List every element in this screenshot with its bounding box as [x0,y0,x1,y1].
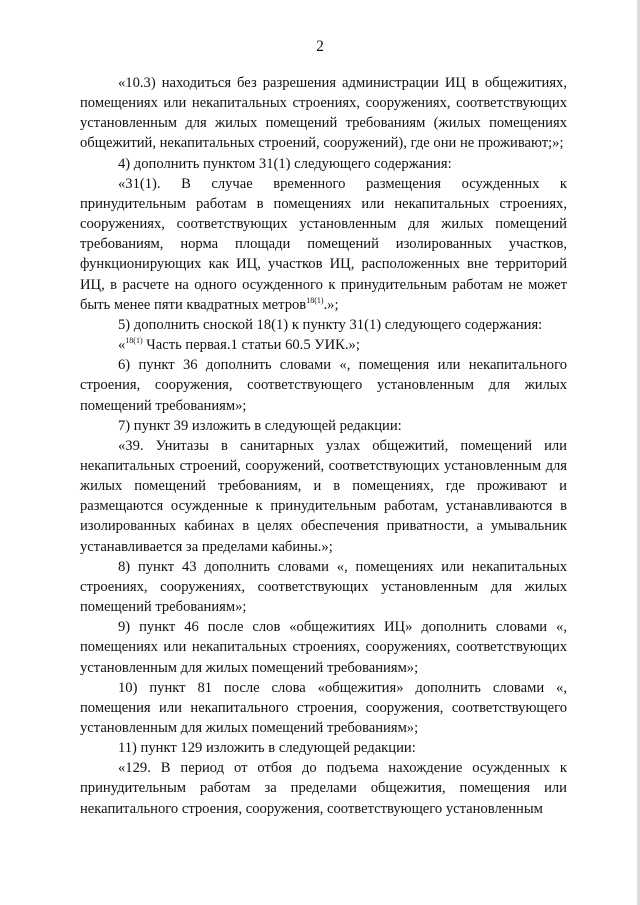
paragraph-item-4 [80,154,567,174]
paragraph-10-3 [80,73,567,154]
paragraph-text: 4) дополнить пунктом 31(1) следующего содержания: [118,155,452,172]
paragraph-text: 5) дополнить сноской 18(1) к пункту 31(1) следующего содержания: [118,316,543,333]
footnote-marker: 18(1) [125,336,143,346]
page-number: 2 [316,38,324,55]
paragraph-item-10 [80,678,567,738]
paragraph-text: Часть первая.1 статьи 60.5 УИК.»; [142,337,360,354]
paragraph-text: 8) пункт 43 дополнить словами «, помещениях или некапитальных строениях, сооружениях, соответствующих установленным для жилых помещений требованиям»; [80,558,567,616]
paragraph-text: «10.3) находиться без разрешения администрации ИЦ в общежитиях, помещениях или некапитальных строениях, сооружениях, соответствующих установленным для жилых помещений требованиям (жилых помещениях общежитий, некапитальных строений, сооружений), где они не проживают;»; [80,75,567,152]
paragraph-item-9 [80,617,567,677]
quote-mark: « [118,337,126,354]
paragraph-text: 11) пункт 129 изложить в следующей редакции: [118,740,416,757]
paragraph-text: «39. Унитазы в санитарных узлах общежитий, помещений или некапитальных строений, сооружений, соответствующих установленным для жилых помещений требованиям, и в помещениях, где проживают и размещаются осужденные к принудительным работам, устанавливаются в изолированных кабинах в целях обеспечения приватности, а умывальник устанавливается за пределами кабины.»; [80,437,567,555]
paragraph-item-8 [80,557,567,617]
paragraph-text: 10) пункт 81 после слова «общежития» дополнить словами «, помещения или некапитального строения, сооружения, соответствующего установленным для жилых помещений требованиям»; [80,679,567,736]
footnote-reference: 18(1) [306,295,324,305]
paragraph-text: 6) пункт 36 дополнить словами «, помещения или некапитального строения, сооружения, соответствующего установленным для жилых помещений требованиям»; [80,357,567,414]
paragraph-text: «31(1). В случае временного размещения осужденных к принудительным работам в помещениях или некапитальных строениях, сооружениях, соответствующих установленным для жилых помещений требованиям, норма площади помещений изолированных участков, функционирующих как ИЦ, участков ИЦ, расположенных вне территорий ИЦ, в расчете на одного осужденного к принудительным работам не может быть менее пяти квадратных метров [80,175,567,313]
paragraph-item-5 [80,315,567,335]
paragraph-item-11 [80,738,567,758]
paragraph-129 [80,758,567,818]
paragraph-footnote-18-1 [80,335,567,355]
paragraph-39 [80,436,567,557]
paragraph-text: 9) пункт 46 после слов «общежитиях ИЦ» дополнить словами «, помещениях или некапитальных строениях, сооружениях, соответствующих установленным для жилых помещений требованиям»; [80,619,567,676]
paragraph-item-6 [80,355,567,415]
paragraph-tail: .»; [323,296,339,313]
paragraph-item-7 [80,416,567,436]
paragraph-31-1 [80,174,567,315]
paragraph-text: «129. В период от отбоя до подъема нахождение осужденных к принудительным работам за пределами общежития, помещения или некапитального строения, сооружения, соответствующего установленным [80,760,567,817]
paragraph-text: 7) пункт 39 изложить в следующей редакции: [118,417,402,434]
document-body [80,73,567,819]
